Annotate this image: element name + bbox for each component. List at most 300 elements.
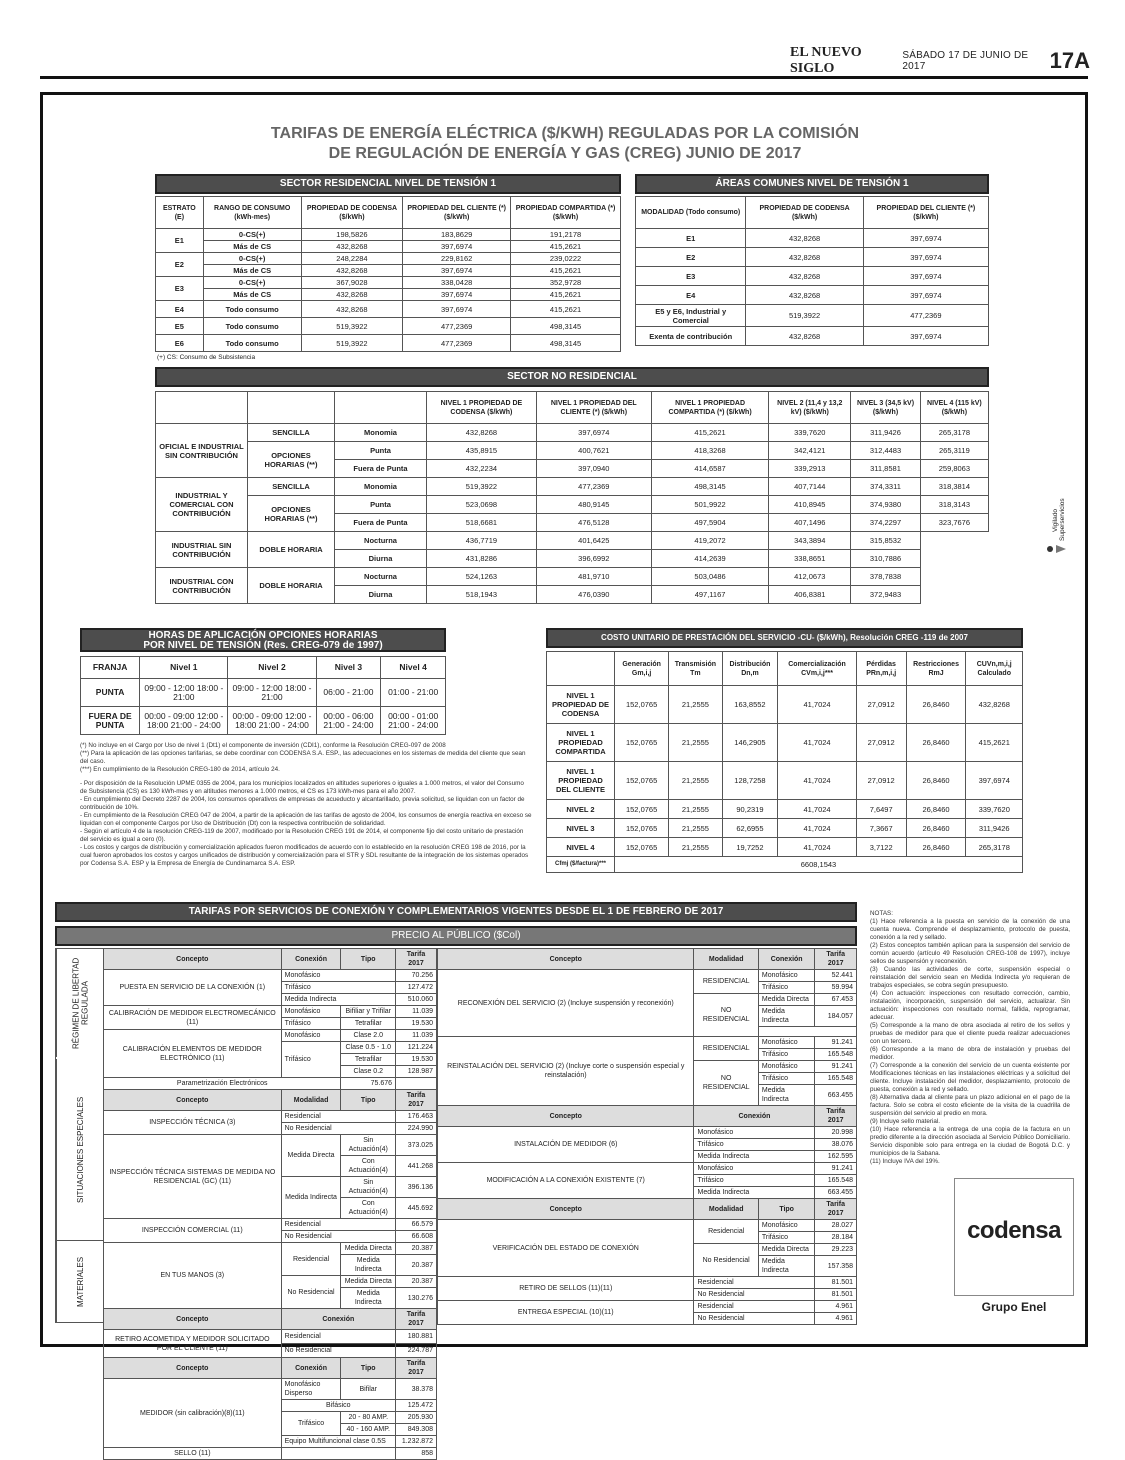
table-cell: 152,0765 bbox=[615, 800, 669, 819]
conexion-right-table bbox=[437, 948, 857, 1325]
table-cell: 09:00 - 12:00 18:00 - 21:00 bbox=[140, 679, 228, 707]
table-cell: 21,2555 bbox=[669, 819, 722, 838]
table-cell: Bifilar bbox=[341, 1379, 396, 1400]
table-cell: RESIDENCIAL bbox=[694, 1037, 758, 1061]
col-header: PROPIEDAD COMPARTIDA (*) ($/kWh) bbox=[511, 197, 621, 229]
table-row bbox=[547, 838, 1023, 857]
table-cell: 20.387 bbox=[396, 1276, 437, 1288]
table-cell: Punta bbox=[335, 442, 427, 460]
table-cell: Conexión bbox=[281, 949, 341, 970]
table-cell: Punta bbox=[335, 496, 427, 514]
table-cell: RESIDENCIAL bbox=[694, 970, 758, 994]
table-cell: Residencial bbox=[694, 1277, 815, 1289]
table-cell: 0-CS(+) bbox=[203, 277, 301, 289]
table-cell: 21,2555 bbox=[669, 686, 722, 724]
table-cell: Tarifa 2017 bbox=[396, 1309, 437, 1330]
table-row bbox=[104, 1243, 437, 1255]
table-cell: Tetrafilar bbox=[341, 1054, 396, 1066]
table-cell: Monofásico bbox=[281, 970, 395, 982]
table-cell: Trifásico bbox=[758, 1073, 815, 1085]
table-cell: 407,7144 bbox=[769, 478, 851, 496]
horas-bar-line2: POR NIVEL DE TENSIÓN (Res. CREG-079 de 1997) bbox=[143, 640, 383, 651]
table-cell: OPCIONES HORARIAS (**) bbox=[248, 442, 335, 478]
table-cell: 26,8460 bbox=[906, 800, 966, 819]
table-cell: 374,3311 bbox=[851, 478, 921, 496]
table-cell bbox=[920, 532, 988, 550]
table-cell: 432,8268 bbox=[746, 229, 863, 248]
table-cell: 374,9380 bbox=[851, 496, 921, 514]
col-header: RANGO DE CONSUMO (kWh-mes) bbox=[203, 197, 301, 229]
table-cell: 66.579 bbox=[396, 1219, 437, 1231]
table-cell: E3 bbox=[156, 277, 204, 301]
table-cell: 146,2905 bbox=[722, 724, 778, 762]
table-cell: No Residencial bbox=[694, 1313, 815, 1325]
table-row bbox=[438, 949, 857, 970]
table-row bbox=[156, 496, 989, 514]
table-cell: 06:00 - 21:00 bbox=[316, 679, 381, 707]
table-row bbox=[547, 762, 1023, 800]
table-cell: E3 bbox=[636, 267, 746, 286]
table-cell: 67.453 bbox=[815, 994, 857, 1006]
table-cell: No Residencial bbox=[281, 1344, 395, 1358]
table-cell: Conexión bbox=[758, 949, 815, 970]
table-cell: EN TUS MANOS (3) bbox=[104, 1243, 282, 1309]
table-cell: 27,0912 bbox=[856, 762, 906, 800]
table-cell: Cfmj ($/factura)*** bbox=[547, 857, 615, 873]
side-label-regimen: RÉGIMEN DE LIBERTAD REGULADA bbox=[56, 949, 104, 1057]
table-cell: 165.548 bbox=[815, 1175, 857, 1187]
table-row bbox=[104, 1078, 437, 1090]
table-cell: CALIBRACIÓN DE MEDIDOR ELECTROMECÁNICO (11) bbox=[104, 1006, 282, 1030]
table-cell: 311,9426 bbox=[966, 819, 1023, 838]
table-row bbox=[156, 568, 989, 586]
table-cell: PUNTA bbox=[81, 679, 140, 707]
horas-bar bbox=[80, 628, 446, 652]
table-cell: Tipo bbox=[341, 1358, 396, 1379]
table-row bbox=[104, 1111, 437, 1123]
table-cell: No Residencial bbox=[281, 1231, 395, 1243]
residential-bar: SECTOR RESIDENCIAL NIVEL DE TENSIÓN 1 bbox=[155, 174, 621, 194]
logo-wordmark: codensa bbox=[967, 1217, 1061, 1244]
table-cell: 00:00 - 06:00 21:00 - 24:00 bbox=[316, 707, 381, 735]
table-cell: 41,7024 bbox=[778, 819, 856, 838]
table-cell: 21,2555 bbox=[669, 800, 722, 819]
table-cell: 519,3922 bbox=[746, 305, 863, 327]
footnote: - En cumplimiento del Decreto 2287 de 2004, los consumos operativos de empresas de acueducto y alcantarillado, previa solicitud, se liquidan con un factor de contribución de 10%. bbox=[80, 796, 525, 811]
table-cell: 415,2621 bbox=[511, 301, 621, 318]
col-header: PROPIEDAD DEL CLIENTE (*) ($/kWh) bbox=[863, 197, 988, 229]
table-cell: Tipo bbox=[341, 949, 396, 970]
table-row bbox=[104, 1030, 437, 1042]
table-cell: 523,0698 bbox=[427, 496, 537, 514]
footnotes bbox=[80, 742, 532, 868]
table-row bbox=[438, 1106, 857, 1127]
table-cell: 407,1496 bbox=[769, 514, 851, 532]
table-cell: 28.184 bbox=[815, 1232, 857, 1244]
table-cell: 524,1263 bbox=[427, 568, 537, 586]
table-cell: 239,0222 bbox=[511, 253, 621, 265]
table-cell: 91.241 bbox=[815, 1163, 857, 1175]
table-cell: 265,3178 bbox=[966, 838, 1023, 857]
table-cell: 229,8162 bbox=[403, 253, 511, 265]
table-cell: SENCILLA bbox=[248, 478, 335, 496]
table-row bbox=[104, 1330, 437, 1344]
residential-table bbox=[155, 196, 621, 352]
publication-date: SÁBADO 17 DE JUNIO DE 2017 bbox=[902, 50, 1029, 72]
table-cell: NIVEL 1 PROPIEDAD COMPARTIDA bbox=[547, 724, 615, 762]
table-cell: 498,3145 bbox=[511, 335, 621, 352]
col-header: Nivel 2 bbox=[228, 657, 316, 679]
table-cell: 265,3119 bbox=[920, 442, 988, 460]
table-cell: Trifásico bbox=[281, 1412, 341, 1436]
table-cell: 480,9145 bbox=[536, 496, 651, 514]
table-cell: 481,9710 bbox=[536, 568, 651, 586]
table-cell: Medida Indirecta bbox=[281, 994, 395, 1006]
table-cell: E6 bbox=[156, 335, 204, 352]
note: (5) Corresponde a la mano de obra asociada al retiro de los sellos y pruebas de medidor para que el cliente pueda realizar adecuaciones con un tercero. bbox=[870, 1022, 1070, 1045]
col-header: NIVEL 1 PROPIEDAD DE CODENSA ($/kWh) bbox=[427, 392, 537, 424]
table-cell: 432,8268 bbox=[746, 267, 863, 286]
table-cell: 397,6974 bbox=[863, 267, 988, 286]
table-cell: 38.076 bbox=[815, 1139, 857, 1151]
table-cell: 310,7886 bbox=[851, 550, 921, 568]
table-cell: 518,6681 bbox=[427, 514, 537, 532]
table-cell: 436,7719 bbox=[427, 532, 537, 550]
table-cell: 128,7258 bbox=[722, 762, 778, 800]
table-cell: Monofásico bbox=[758, 1037, 815, 1049]
table-cell: 26,8460 bbox=[906, 838, 966, 857]
table-cell: INSTALACIÓN DE MEDIDOR (6) bbox=[438, 1127, 694, 1163]
table-cell: INSPECCIÓN TÉCNICA (3) bbox=[104, 1111, 282, 1135]
table-cell: PUESTA EN SERVICIO DE LA CONEXIÓN (1) bbox=[104, 970, 282, 1006]
table-cell: 312,4483 bbox=[851, 442, 921, 460]
table-cell: Tarifa 2017 bbox=[815, 949, 857, 970]
table-cell: 477,2369 bbox=[403, 318, 511, 335]
areas-table bbox=[635, 196, 989, 346]
table-cell: Nocturna bbox=[335, 568, 427, 586]
page-title bbox=[160, 124, 970, 164]
table-cell: 163,8552 bbox=[722, 686, 778, 724]
table-cell: 432,8268 bbox=[301, 301, 403, 318]
table-cell: 318,3143 bbox=[920, 496, 988, 514]
table-cell: Con Actuación(4) bbox=[341, 1156, 396, 1177]
table-cell: 09:00 - 12:00 18:00 - 21:00 bbox=[228, 679, 316, 707]
conexion-left-table bbox=[103, 948, 437, 1460]
table-cell: 125.472 bbox=[396, 1400, 437, 1412]
table-cell: Modalidad bbox=[281, 1090, 341, 1111]
table-cell: 152,0765 bbox=[615, 819, 669, 838]
header-rule bbox=[40, 76, 1088, 79]
table-cell: 367,9028 bbox=[301, 277, 403, 289]
table-cell: INDUSTRIAL CON CONTRIBUCIÓN bbox=[156, 568, 248, 604]
table-cell: E4 bbox=[636, 286, 746, 305]
table-cell: 19,7252 bbox=[722, 838, 778, 857]
table-cell: 7,3667 bbox=[856, 819, 906, 838]
note: (1) Hace referencia a la puesta en servicio de la conexión de una cuenta nueva. Comprende el desplazamiento, protocolo de puesta, conexión a la red y sellado. bbox=[870, 918, 1070, 941]
conexion-bar: TARIFAS POR SERVICIOS DE CONEXIÓN Y COMPLEMENTARIOS VIGENTES DESDE EL 1 DE FEBRERO DE 2017 bbox=[55, 902, 857, 922]
col-header: NIVEL 3 (34,5 kV) ($/kWh) bbox=[851, 392, 921, 424]
non-residential-bar: SECTOR NO RESIDENCIAL bbox=[155, 367, 989, 387]
table-cell: 0-CS(+) bbox=[203, 253, 301, 265]
table-cell: 52.441 bbox=[815, 970, 857, 982]
table-cell: Trifásico bbox=[281, 982, 395, 994]
col-header: PROPIEDAD DE CODENSA ($/kWh) bbox=[746, 197, 863, 229]
codensa-logo bbox=[954, 1178, 1074, 1296]
table-cell: E5 y E6, Industrial y Comercial bbox=[636, 305, 746, 327]
table-cell: Todo consumo bbox=[203, 318, 301, 335]
table-cell: 01:00 - 21:00 bbox=[381, 679, 446, 707]
table-cell: 66.608 bbox=[396, 1231, 437, 1243]
table-cell: Más de CS bbox=[203, 241, 301, 253]
table-row bbox=[636, 229, 989, 248]
table-row bbox=[547, 686, 1023, 724]
table-cell: NIVEL 4 bbox=[547, 838, 615, 857]
table-cell: Residencial bbox=[281, 1243, 341, 1276]
table-cell: No Residencial bbox=[694, 1244, 758, 1277]
table-cell: Medida Directa bbox=[281, 1135, 341, 1177]
table-cell: Diurna bbox=[335, 550, 427, 568]
table-cell: 663.455 bbox=[815, 1187, 857, 1199]
table-cell: 20.387 bbox=[396, 1243, 437, 1255]
table-cell: 311,9426 bbox=[851, 424, 921, 442]
table-cell: Trifásico bbox=[281, 1018, 341, 1030]
col-header: Distribución Dn,m bbox=[722, 652, 778, 686]
table-cell: 59.994 bbox=[815, 982, 857, 994]
table-cell: Residencial bbox=[694, 1220, 758, 1244]
table-cell: 311,8581 bbox=[851, 460, 921, 478]
superservicios-badge bbox=[1044, 498, 1074, 558]
table-cell: Clase 0.5 - 1.0 bbox=[341, 1042, 396, 1054]
table-cell: E2 bbox=[636, 248, 746, 267]
table-cell: Conexión bbox=[281, 1358, 341, 1379]
table-cell: No Residencial bbox=[281, 1276, 341, 1309]
table-row bbox=[156, 478, 989, 496]
table-row bbox=[156, 442, 989, 460]
table-cell: 342,4121 bbox=[769, 442, 851, 460]
table-row bbox=[104, 1309, 437, 1330]
table-cell: 26,8460 bbox=[906, 686, 966, 724]
group-name: Grupo Enel bbox=[981, 1300, 1047, 1314]
table-row bbox=[156, 335, 621, 352]
table-cell: 663.455 bbox=[815, 1085, 857, 1106]
table-row bbox=[438, 1277, 857, 1289]
table-cell: 11.039 bbox=[396, 1006, 437, 1018]
table-cell: Medida Directa bbox=[341, 1243, 396, 1255]
table-row bbox=[104, 1219, 437, 1231]
table-cell: SENCILLA bbox=[248, 424, 335, 442]
col-header: FRANJA bbox=[81, 657, 140, 679]
table-cell: 432,8268 bbox=[301, 289, 403, 301]
table-cell: 503,0486 bbox=[651, 568, 769, 586]
table-cell: 397,6974 bbox=[863, 286, 988, 305]
table-cell: Tipo bbox=[341, 1090, 396, 1111]
table-cell: Monomia bbox=[335, 478, 427, 496]
table-cell: E5 bbox=[156, 318, 204, 335]
table-cell: 19.530 bbox=[396, 1018, 437, 1030]
table-row bbox=[156, 241, 621, 253]
table-cell: 90,2319 bbox=[722, 800, 778, 819]
table-cell: 21,2555 bbox=[669, 724, 722, 762]
table-cell: 401,6425 bbox=[536, 532, 651, 550]
table-cell: Diurna bbox=[335, 586, 427, 604]
table-cell bbox=[920, 568, 988, 586]
table-cell: 510.060 bbox=[396, 994, 437, 1006]
table-row bbox=[81, 707, 446, 735]
non-residential-table bbox=[155, 391, 989, 604]
table-cell: 26,8460 bbox=[906, 762, 966, 800]
col-header: Nivel 4 bbox=[381, 657, 446, 679]
table-cell: Monofásico bbox=[758, 970, 815, 982]
table-cell: 339,7620 bbox=[966, 800, 1023, 819]
table-cell: 191,2178 bbox=[511, 229, 621, 241]
table-cell: 849.308 bbox=[396, 1424, 437, 1436]
table-row bbox=[104, 1448, 437, 1460]
table-row bbox=[104, 970, 437, 982]
table-cell: Trifásico bbox=[758, 1232, 815, 1244]
table-row bbox=[636, 327, 989, 346]
table-cell: Monomia bbox=[335, 424, 427, 442]
table-row bbox=[156, 277, 621, 289]
table-row bbox=[547, 724, 1023, 762]
col-header: CUVn,m,i,j Calculado bbox=[966, 652, 1023, 686]
table-cell: 1.232.872 bbox=[396, 1436, 437, 1448]
table-cell: 224.787 bbox=[396, 1344, 437, 1358]
table-cell bbox=[920, 586, 988, 604]
table-cell: Tipo bbox=[758, 1199, 815, 1220]
table-cell: Monofásico bbox=[281, 1030, 341, 1042]
table-cell: CALIBRACIÓN ELEMENTOS DE MEDIDOR ELECTRÓNICO (11) bbox=[104, 1030, 282, 1078]
table-row bbox=[438, 1163, 857, 1175]
table-cell: 418,3268 bbox=[651, 442, 769, 460]
table-cell: Tarifa 2017 bbox=[396, 949, 437, 970]
table-cell: Medida Directa bbox=[758, 994, 815, 1006]
table-cell: Más de CS bbox=[203, 265, 301, 277]
table-cell: 339,7620 bbox=[769, 424, 851, 442]
footnote: - En cumplimiento de la Resolución CREG 047 de 2004, a partir de la aplicación de las tarifas de agosto de 2004, los consumos de energía reactiva en exceso se liquidan con el componente Cargos por Uso de Distribución (Dt) con la respectiva contribución de solidaridad. bbox=[80, 812, 532, 827]
table-cell: Trifásico bbox=[694, 1175, 815, 1187]
table-cell: 432,8268 bbox=[746, 248, 863, 267]
table-cell: 41,7024 bbox=[778, 762, 856, 800]
table-cell: Medida Indirecta bbox=[341, 1288, 396, 1309]
table-cell: Exenta de contribución bbox=[636, 327, 746, 346]
table-cell: 476,5128 bbox=[536, 514, 651, 532]
table-cell: Con Actuación(4) bbox=[341, 1198, 396, 1219]
table-cell: DOBLE HORARIA bbox=[248, 532, 335, 568]
table-cell: FUERA DE PUNTA bbox=[81, 707, 140, 735]
table-cell: Trifásico bbox=[758, 982, 815, 994]
table-row bbox=[636, 305, 989, 327]
table-cell: 41,7024 bbox=[778, 838, 856, 857]
col-header: PROPIEDAD DEL CLIENTE (*) ($/kWh) bbox=[403, 197, 511, 229]
table-row bbox=[156, 289, 621, 301]
table-cell: INSPECCIÓN COMERCIAL (11) bbox=[104, 1219, 282, 1243]
table-cell: 397,6974 bbox=[863, 248, 988, 267]
table-row bbox=[104, 1006, 437, 1018]
table-cell: Monofásico bbox=[758, 1220, 815, 1232]
footnote: - Los costos y cargos de distribución y comercialización aplicados fueron modificados de acuerdo con lo establecido en la resolución CREG 198 de 2016, por la cual fueron aprobados los costos y cargos unificados de distribución y comercialización para el STR y SDL resultante de la integración de los sistemas operados por Codensa S.A. ESP y la Empresa de Energía de Cundinamarca S.A. ESP. bbox=[80, 844, 529, 867]
table-cell: E1 bbox=[156, 229, 204, 253]
table-row bbox=[438, 970, 857, 982]
col-header: MODALIDAD (Todo consumo) bbox=[636, 197, 746, 229]
table-cell: Monofásico Disperso bbox=[281, 1379, 341, 1400]
table-cell: 415,2621 bbox=[511, 241, 621, 253]
table-cell: 20 - 80 AMP. bbox=[341, 1412, 396, 1424]
note: (4) Con actuación: inspecciones con resultado corrección, cambio, instalación, incorporación, suspensión del servicio, actualizar. Sin actuación: inspecciones con resultado normal, fallida, reprogramar, adecuar. bbox=[870, 990, 1070, 1021]
superservicios-icon bbox=[1044, 542, 1074, 556]
table-cell: Concepto bbox=[438, 949, 694, 970]
table-cell: 21,2555 bbox=[669, 838, 722, 857]
table-cell: 21,2555 bbox=[669, 762, 722, 800]
table-cell: 20.998 bbox=[815, 1127, 857, 1139]
table-cell: Sin Actuación(4) bbox=[341, 1135, 396, 1156]
table-cell: 11.039 bbox=[396, 1030, 437, 1042]
table-cell: INDUSTRIAL SIN CONTRIBUCIÓN bbox=[156, 532, 248, 568]
table-row bbox=[547, 819, 1023, 838]
table-row bbox=[156, 318, 621, 335]
table-row bbox=[104, 949, 437, 970]
table-cell: NO RESIDENCIAL bbox=[694, 1061, 758, 1106]
col-header: Pérdidas PRn,m,i,j bbox=[856, 652, 906, 686]
table-cell: 27,0912 bbox=[856, 686, 906, 724]
table-cell: INSPECCIÓN TÉCNICA SISTEMAS DE MEDIDA NO RESIDENCIAL (GC) (11) bbox=[104, 1135, 282, 1219]
table-cell: NIVEL 1 PROPIEDAD DEL CLIENTE bbox=[547, 762, 615, 800]
table-cell: 4.961 bbox=[815, 1301, 857, 1313]
table-cell: Monofásico bbox=[758, 1061, 815, 1073]
table-cell: 130.276 bbox=[396, 1288, 437, 1309]
table-cell: 152,0765 bbox=[615, 838, 669, 857]
table-row bbox=[81, 679, 446, 707]
table-cell: 183,8629 bbox=[403, 229, 511, 241]
table-cell: 432,8268 bbox=[746, 286, 863, 305]
note: (9) Incluye sello material. bbox=[870, 1118, 940, 1125]
table-cell: 29.223 bbox=[815, 1244, 857, 1256]
table-cell: 419,2072 bbox=[651, 532, 769, 550]
col-header: Generación Gm,i,j bbox=[615, 652, 669, 686]
table-cell: 128.987 bbox=[396, 1066, 437, 1078]
table-cell: 519,3922 bbox=[427, 478, 537, 496]
table-cell: MODIFICACIÓN A LA CONEXIÓN EXISTENTE (7) bbox=[438, 1163, 694, 1199]
table-cell: 157.358 bbox=[815, 1256, 857, 1277]
table-cell: 3,7122 bbox=[856, 838, 906, 857]
table-cell: Medida Indirecta bbox=[281, 1177, 341, 1219]
table-cell: 477,2369 bbox=[536, 478, 651, 496]
table-cell: 224.990 bbox=[396, 1123, 437, 1135]
note: (11) Incluye IVA del 19%. bbox=[870, 1158, 940, 1165]
table-cell: E2 bbox=[156, 253, 204, 277]
table-cell: 501,9922 bbox=[651, 496, 769, 514]
table-cell: Monofásico bbox=[694, 1127, 815, 1139]
table-cell: Medida Indirecta bbox=[341, 1255, 396, 1276]
table-cell: 519,3922 bbox=[301, 318, 403, 335]
table-cell: E1 bbox=[636, 229, 746, 248]
table-cell: 40 - 160 AMP. bbox=[341, 1424, 396, 1436]
table-cell: 396,6992 bbox=[536, 550, 651, 568]
table-cell: Concepto bbox=[104, 1090, 282, 1111]
table-row bbox=[156, 424, 989, 442]
table-cell: Conexión bbox=[281, 1309, 395, 1330]
table-cell: Más de CS bbox=[203, 289, 301, 301]
table-cell: Residencial bbox=[281, 1111, 395, 1123]
table-cell: 414,6587 bbox=[651, 460, 769, 478]
table-cell: Concepto bbox=[104, 1358, 282, 1379]
table-row bbox=[636, 286, 989, 305]
table-cell: 406,8381 bbox=[769, 586, 851, 604]
table-cell: Monofásico bbox=[694, 1163, 815, 1175]
table-cell: 339,2913 bbox=[769, 460, 851, 478]
table-cell: 415,2621 bbox=[511, 265, 621, 277]
table-cell: SELLO (11) bbox=[104, 1448, 282, 1460]
table-cell: 435,8915 bbox=[427, 442, 537, 460]
